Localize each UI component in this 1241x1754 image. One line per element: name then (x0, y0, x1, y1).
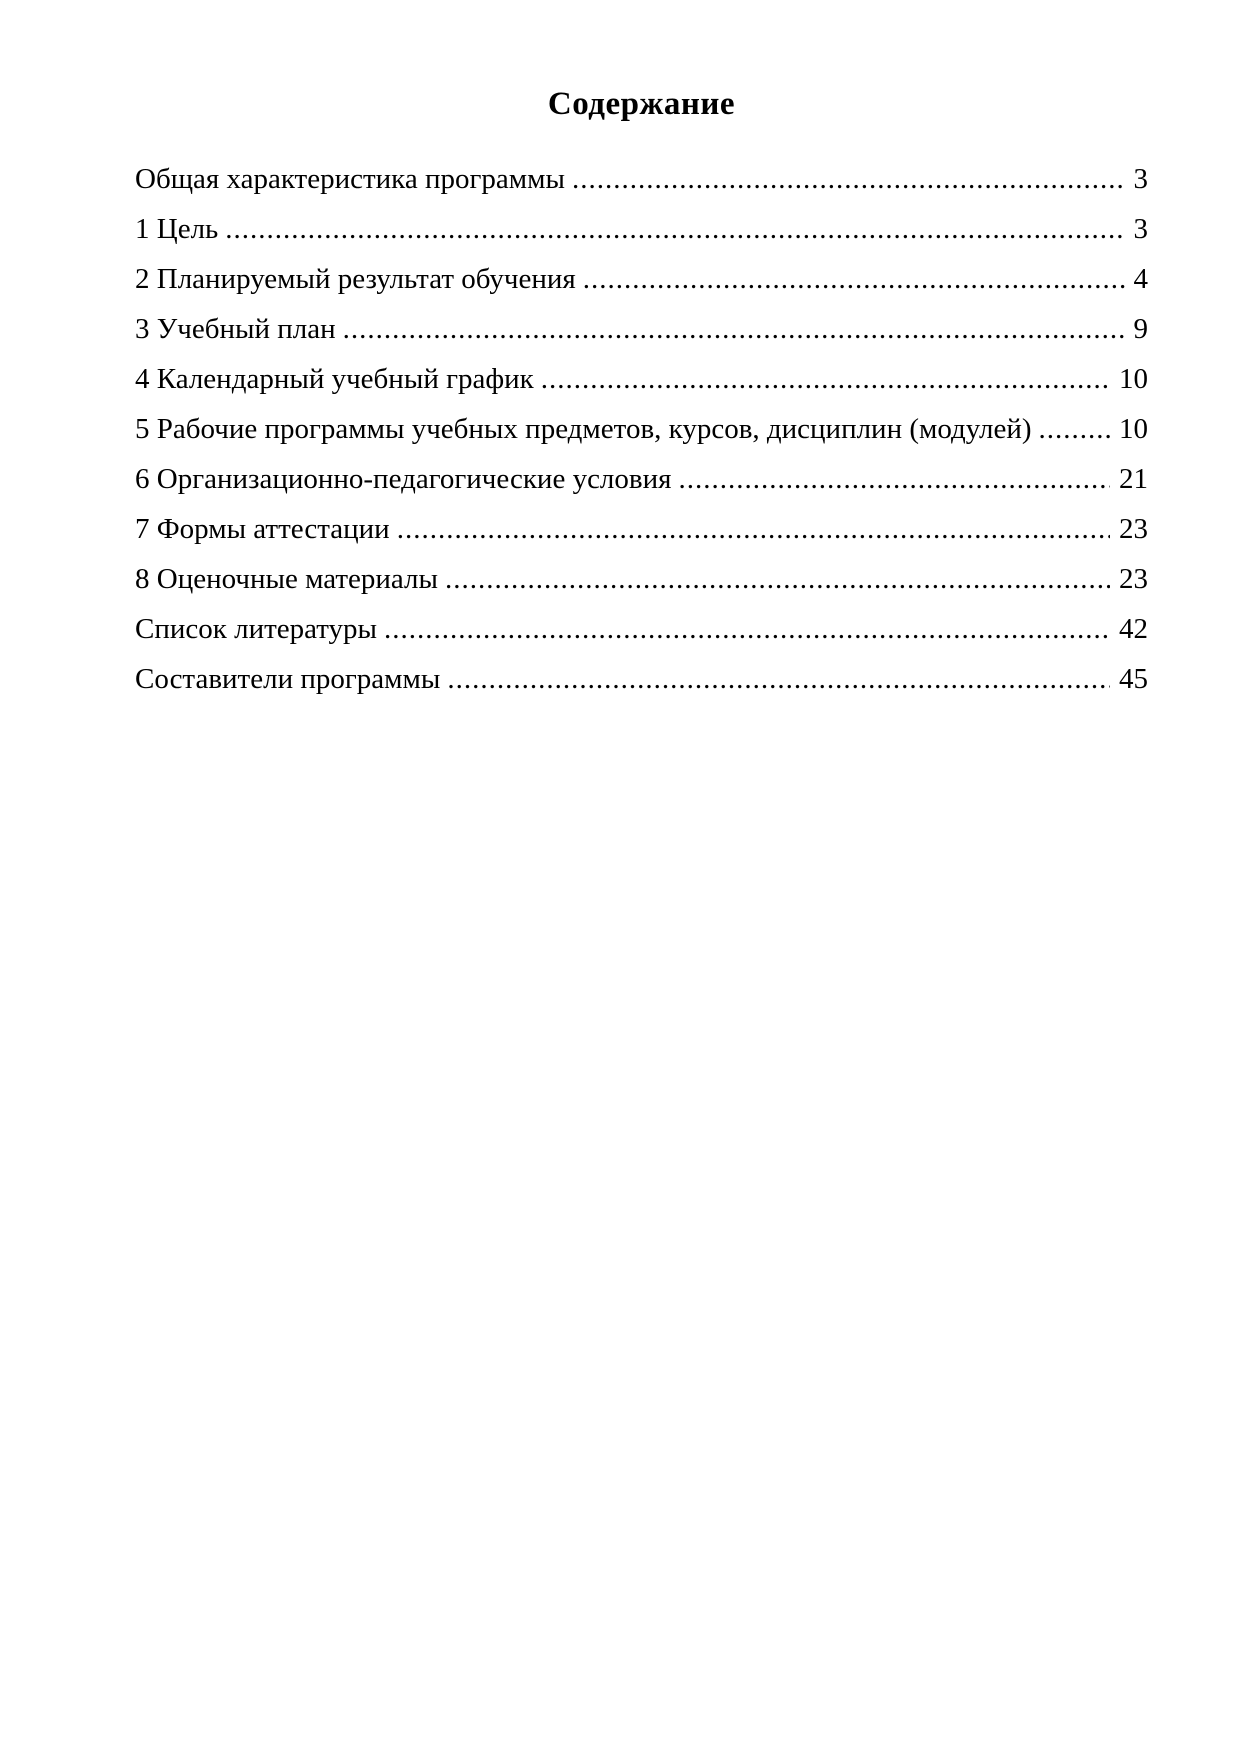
toc-entry[interactable] (135, 304, 1148, 354)
toc-entry[interactable] (135, 354, 1148, 404)
toc-page-number: 21 (1119, 463, 1148, 495)
toc-entry[interactable] (135, 154, 1148, 204)
toc-entry-title: 2 Планируемый результат обучения (135, 263, 576, 295)
toc-entry-title: Общая характеристика программы (135, 163, 565, 195)
toc-entry-title: 4 Календарный учебный график (135, 363, 534, 395)
toc-page-number: 10 (1119, 363, 1148, 395)
dot-leader (541, 354, 1110, 404)
toc-entry-title: 7 Формы аттестации (135, 513, 390, 545)
dot-leader (572, 154, 1125, 204)
toc-entry-title: Составители программы (135, 663, 441, 695)
toc-entry-title: 8 Оценочные материалы (135, 563, 438, 595)
toc-page-number: 9 (1133, 313, 1148, 345)
toc-page-number: 3 (1133, 213, 1148, 245)
toc-entry[interactable] (135, 404, 1148, 454)
toc-page-number: 10 (1119, 413, 1148, 445)
toc-entry[interactable] (135, 454, 1148, 504)
toc-entry[interactable] (135, 604, 1148, 654)
toc-entry[interactable] (135, 254, 1148, 304)
dot-leader (678, 454, 1110, 504)
table-of-contents (135, 154, 1148, 704)
dot-leader (445, 554, 1110, 604)
toc-entry[interactable] (135, 654, 1148, 704)
toc-page-number: 23 (1119, 563, 1148, 595)
dot-leader (583, 254, 1125, 304)
toc-page-number: 42 (1119, 613, 1148, 645)
toc-page-number: 4 (1133, 263, 1148, 295)
dot-leader (225, 204, 1124, 254)
toc-entry-title: 3 Учебный план (135, 313, 336, 345)
toc-entry[interactable] (135, 554, 1148, 604)
toc-page-number: 23 (1119, 513, 1148, 545)
toc-entry-title: 1 Цель (135, 213, 219, 245)
toc-page-number: 45 (1119, 663, 1148, 695)
toc-entry-title: 6 Организационно-педагогические условия (135, 463, 672, 495)
dot-leader (384, 604, 1110, 654)
dot-leader (343, 304, 1125, 354)
toc-entry-title: Список литературы (135, 613, 378, 645)
dot-leader (447, 654, 1110, 704)
toc-entry[interactable] (135, 204, 1148, 254)
toc-entry[interactable] (135, 504, 1148, 554)
page-title: Содержание (547, 86, 736, 122)
toc-page-number: 3 (1133, 163, 1148, 195)
toc-entry-title: 5 Рабочие программы учебных предметов, курсов, дисциплин (модулей) (135, 413, 1032, 445)
dot-leader (1039, 404, 1110, 454)
dot-leader (397, 504, 1110, 554)
